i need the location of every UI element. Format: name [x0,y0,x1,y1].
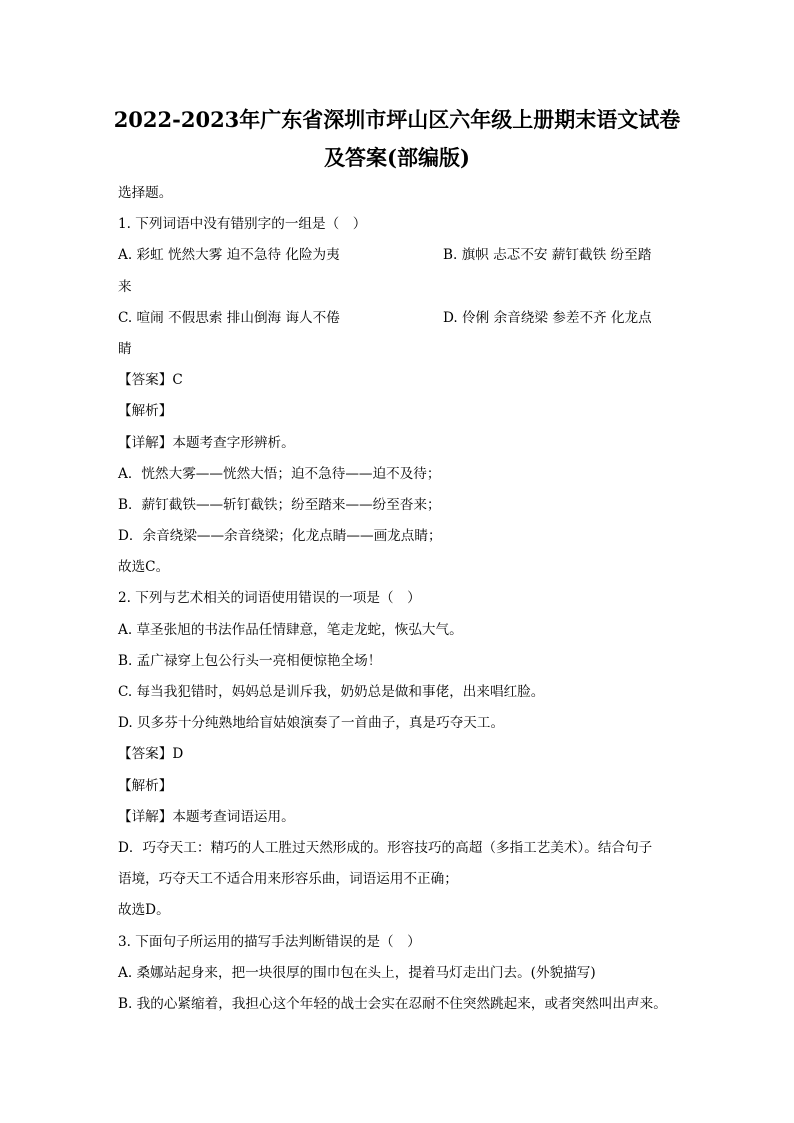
explanation-line: B．薪钉截铁——斩钉截铁；纷至踏来——纷至沓来； [118,496,441,513]
option: B. 我的心紧缩着，我担心这个年轻的战士会实在忍耐不住突然跳起来，或者突然叫出声来。 [118,995,667,1012]
question-2-stem: 2. 下列与艺术相关的词语使用错误的一项是（ ） [118,590,421,607]
question-1-stem: 1. 下列词语中没有错别字的一组是（ ） [118,216,367,233]
analysis-label: 【解析】 [118,403,173,420]
explanation-line: D．余音绕梁——余音绕梁；化龙点睛——画龙点睛； [118,528,442,545]
document-title [0,101,794,177]
question-1-options-ab [118,240,688,271]
title-line-1: 2022-2023年广东省深圳市坪山区六年级上册期末语文试卷 [113,107,681,132]
option: A. 草圣张旭的书法作品任情肆意，笔走龙蛇，恢弘大气。 [118,621,463,638]
conclusion: 故选C。 [118,559,170,576]
explanation-line: D．巧夺天工：精巧的人工胜过天然形成的。形容技巧的高超（多指工艺美术）。结合句子 [118,839,653,856]
option: B. 孟广禄穿上包公行头一亮相便惊艳全场！ [118,652,382,669]
option-c: C. 喧闹 不假思索 排山倒海 诲人不倦 [118,309,340,326]
question-1-options-cd [118,303,688,334]
analysis-label: 【解析】 [118,777,173,794]
option-d: D. 伶俐 余音绕梁 参差不齐 化龙点 [443,309,652,326]
conclusion: 故选D。 [118,902,170,919]
explanation-line: 语境，巧夺天工不适合用来形容乐曲，词语运用不正确； [118,871,458,888]
option: A. 桑娜站起身来，把一块很厚的围巾包在头上，提着马灯走出门去。(外貌描写) [118,964,596,981]
option-d-wrap: 睛 [118,340,132,357]
question-3-stem: 3. 下面句子所运用的描写手法判断错误的是（ ） [118,933,421,950]
option-b-wrap: 来 [118,278,132,295]
option: D. 贝多芬十分纯熟地给盲姑娘演奏了一首曲子，真是巧夺天工。 [118,715,505,732]
answer: 【答案】C [118,372,183,389]
explanation-line: A．恍然大雾——恍然大悟；迫不急待——迫不及待； [118,465,441,482]
title-line-2: 及答案(部编版) [324,145,470,170]
document-body [118,178,688,1020]
detail: 【详解】本题考查词语运用。 [118,808,295,825]
option: C. 每当我犯错时，妈妈总是训斥我，奶奶总是做和事佬，出来唱红脸。 [118,684,545,700]
answer: 【答案】D [118,746,184,763]
option-a: A. 彩虹 恍然大雾 迫不急待 化险为夷 [118,247,340,264]
section-heading: 选择题。 [118,185,173,201]
option-b: B. 旗帜 忐忑不安 薪钉截铁 纷至踏 [443,247,652,264]
detail: 【详解】本题考查字形辨析。 [118,434,295,451]
